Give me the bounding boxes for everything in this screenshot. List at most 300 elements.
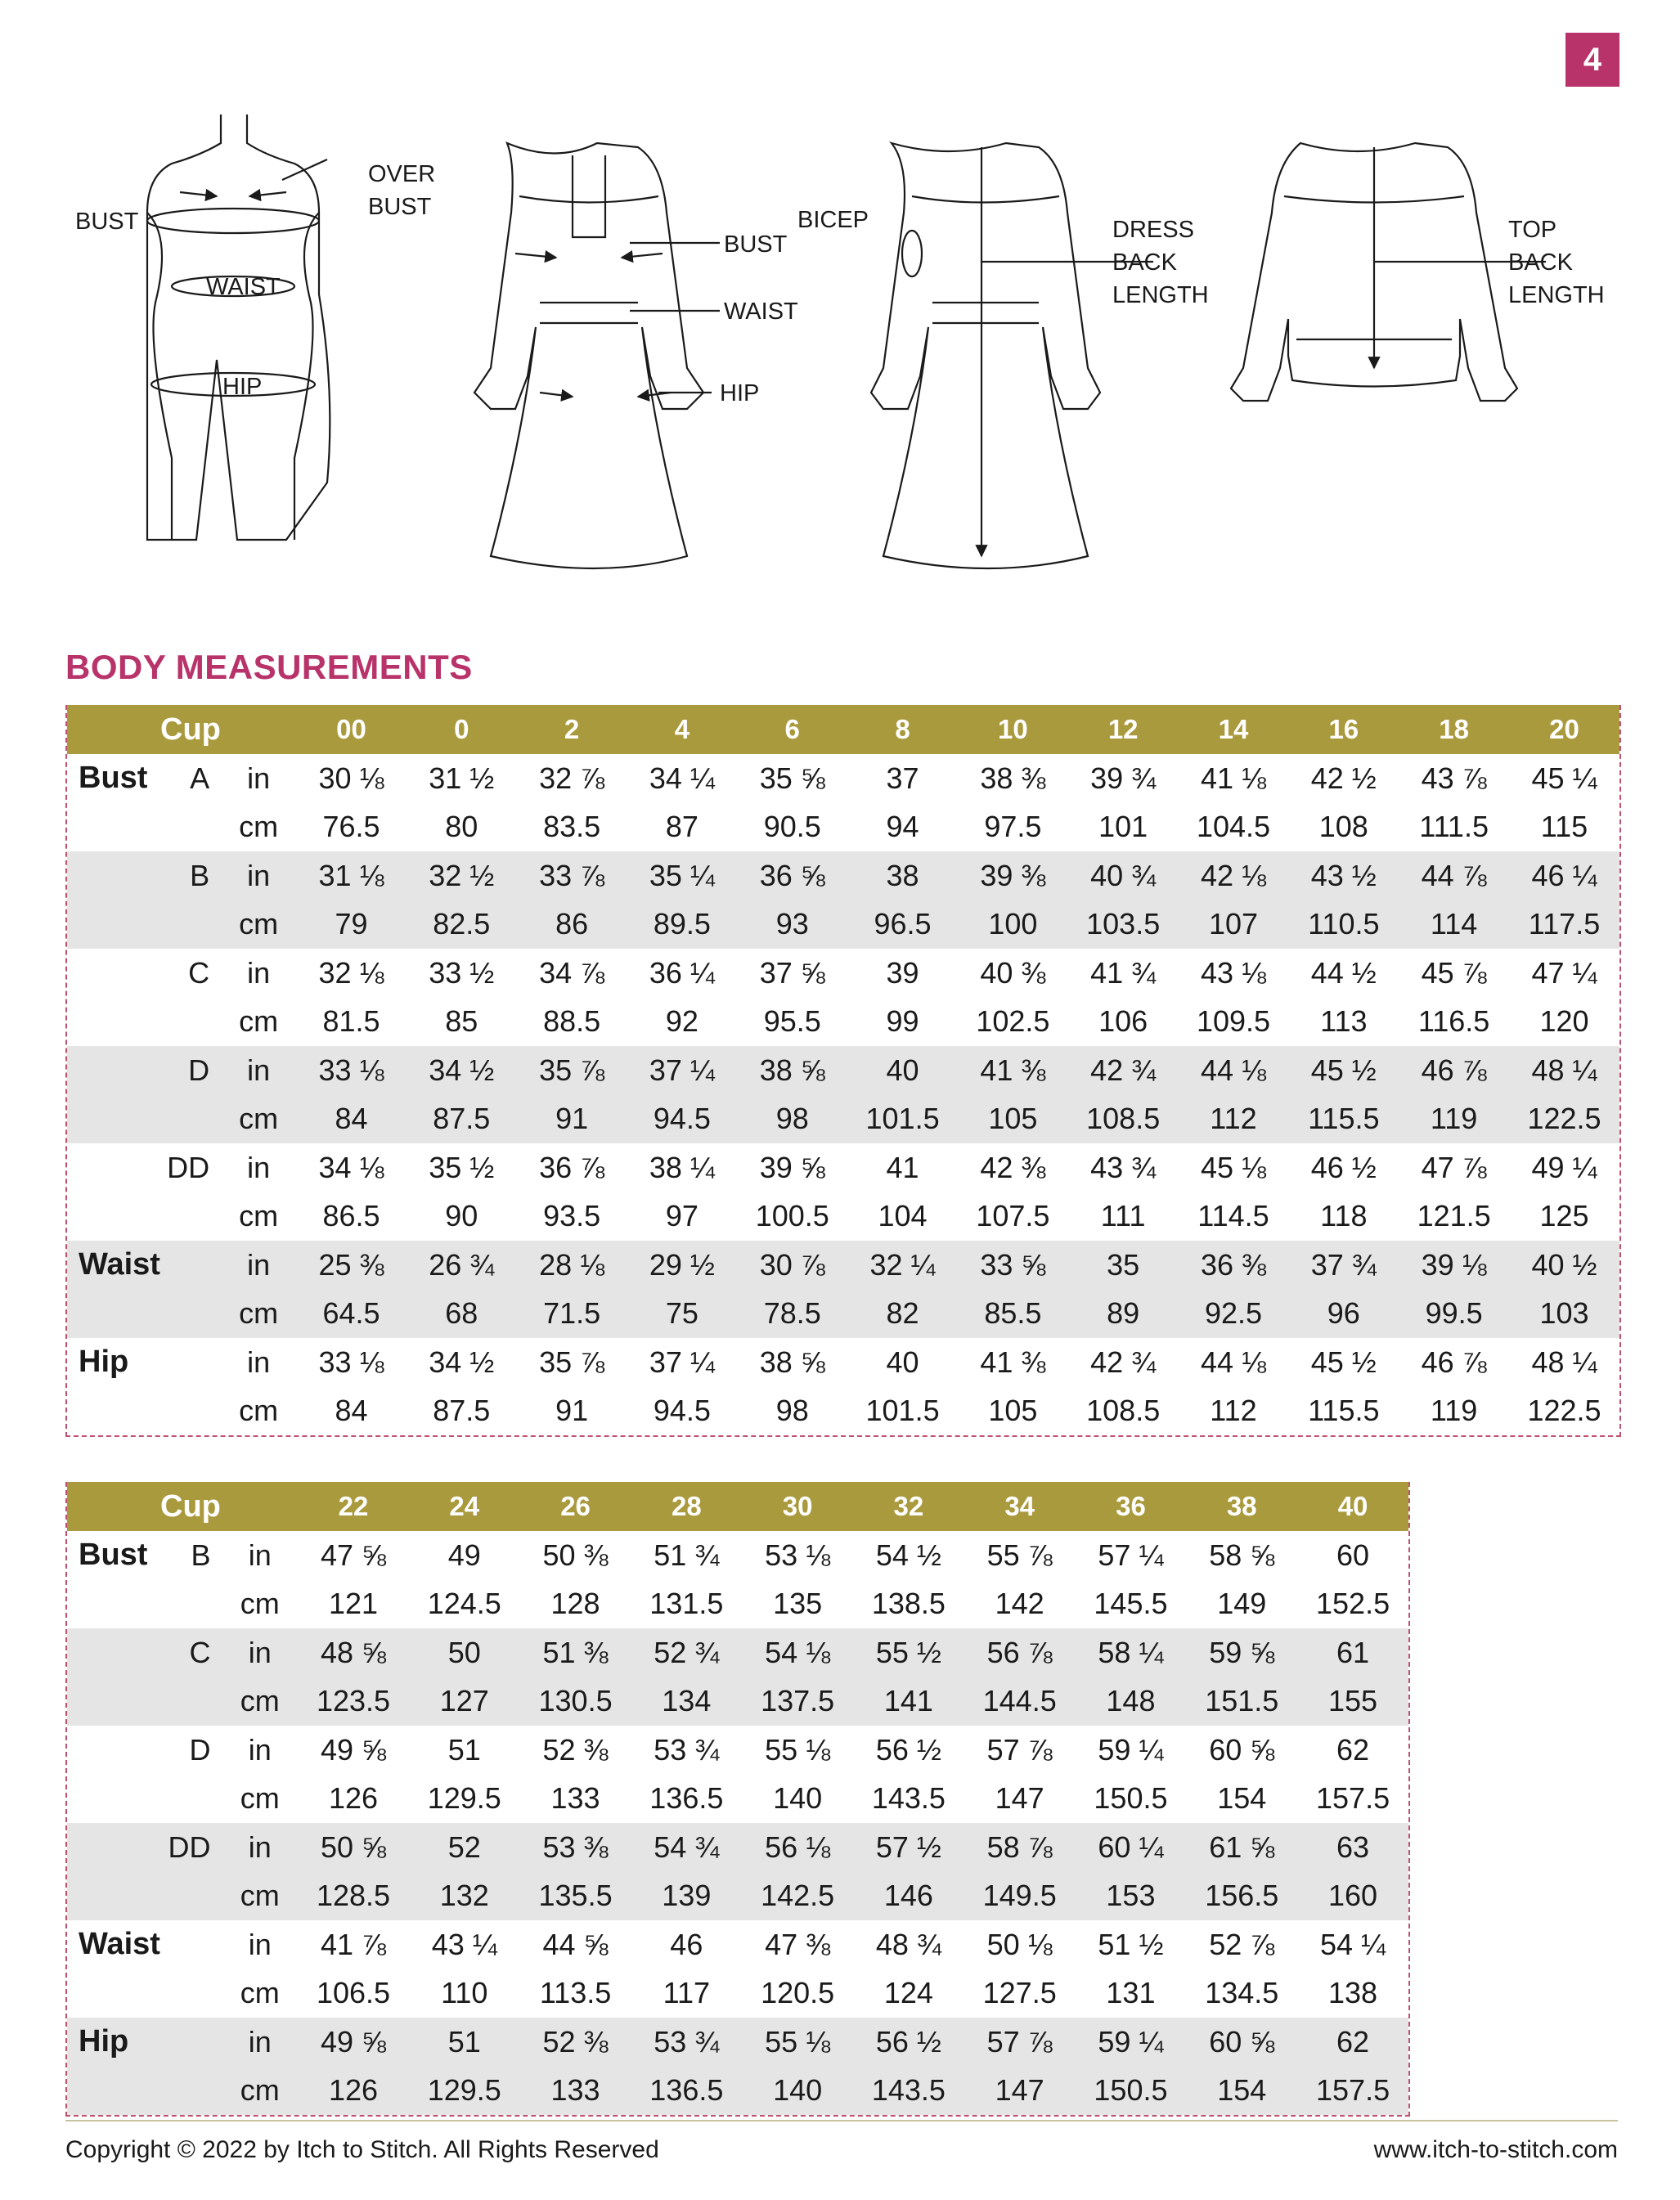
measurement-value: 47 ⅜ (765, 1927, 831, 1961)
cup-size: DD (165, 1823, 222, 1872)
table-row (67, 1290, 1619, 1339)
measurement-value: 46 ⅞ (1421, 1345, 1487, 1379)
measurement-label (67, 1580, 165, 1629)
unit-label: cm (221, 1290, 296, 1339)
table-row (67, 1143, 1619, 1192)
measurement-value: 94.5 (653, 1394, 711, 1428)
measurement-value: 38 ⅜ (980, 761, 1046, 795)
measurement-value: 110 (441, 1976, 488, 2010)
measurement-value: 56 ⅞ (964, 1628, 1076, 1677)
measurement-value: 106.5 (316, 1976, 391, 2010)
measurement-value: 41 ⅞ (320, 1927, 387, 1961)
measurement-value: 71.5 (517, 1290, 627, 1339)
measurement-value: 130.5 (520, 1677, 631, 1726)
measurement-value: 137.5 (742, 1677, 853, 1726)
label-bust-form: BUST (75, 209, 139, 235)
measurement-value: 62 (1297, 2018, 1408, 2067)
measurement-value: 142 (995, 1587, 1044, 1621)
measurement-value: 120 (1539, 1004, 1589, 1039)
measurement-value: 97 (665, 1199, 699, 1233)
cup-size: C (165, 1628, 222, 1677)
measurement-value: 129.5 (427, 1781, 501, 1816)
size-header: 10 (958, 705, 1068, 754)
measurement-label (67, 1095, 164, 1144)
size-header: 22 (298, 1482, 409, 1531)
measurement-value: 156.5 (1186, 1872, 1297, 1921)
measurement-value: 127.5 (982, 1976, 1057, 2010)
measurement-label (67, 998, 164, 1047)
unit-label: cm (221, 1095, 296, 1144)
measurement-value: 143.5 (871, 1781, 946, 1816)
measurement-value: 150.5 (1076, 2067, 1187, 2116)
measurement-value: 117 (663, 1976, 711, 2010)
size-header: 00 (296, 705, 407, 754)
measurement-value: 45 ½ (1288, 1046, 1399, 1095)
label-top: TOP (1508, 217, 1557, 243)
measurement-label: Bust (79, 761, 148, 796)
measurement-value: 113 (1320, 1004, 1368, 1039)
measurement-value: 138.5 (871, 1587, 946, 1621)
unit-label: cm (240, 1976, 280, 2010)
measurement-value: 136.5 (631, 2067, 742, 2116)
measurement-value: 87 (665, 810, 699, 844)
measurement-value: 39 ⅛ (1399, 1241, 1509, 1290)
measurement-value: 60 ¼ (1076, 1823, 1187, 1872)
measurement-value: 38 ¼ (649, 1150, 715, 1184)
measurement-value: 104 (878, 1199, 928, 1233)
measurement-value: 82 (847, 1290, 958, 1339)
measurement-value: 30 ⅛ (318, 761, 384, 795)
measurement-value: 109.5 (1196, 1004, 1271, 1039)
measurement-value: 37 ⅝ (759, 955, 825, 990)
measurement-label: Waist (79, 1927, 160, 1962)
unit-label: in (222, 1628, 298, 1677)
measurement-value: 49 ⅝ (320, 1732, 387, 1767)
measurement-value: 131 (1106, 1976, 1156, 2010)
measurement-value: 60 ⅝ (1209, 1732, 1275, 1767)
measurement-value: 51 ½ (1098, 1927, 1164, 1961)
unit-label: in (222, 2018, 298, 2067)
measurement-value: 50 (409, 1628, 520, 1677)
measurement-value: 120.5 (761, 1976, 835, 2010)
cup-size (164, 803, 221, 852)
size-header: 26 (520, 1482, 631, 1531)
measurement-value: 76.5 (322, 810, 380, 844)
measurement-value: 29 ½ (627, 1241, 738, 1290)
measurement-value: 57 ⅞ (964, 2018, 1076, 2067)
unit-label: cm (221, 900, 296, 950)
measurement-value: 44 ⅝ (542, 1927, 609, 1961)
measurement-value: 154 (1186, 2067, 1297, 2116)
measurement-value: 55 ⅞ (986, 1538, 1053, 1572)
measurement-value: 113.5 (539, 1976, 612, 2010)
unit-label: in (247, 955, 271, 990)
measurement-value: 116.5 (1417, 1004, 1490, 1039)
page-number-badge: 4 (1565, 33, 1619, 87)
cup-size: D (164, 1046, 221, 1095)
measurement-value: 127 (409, 1677, 520, 1726)
measurement-value: 40 (886, 1345, 919, 1379)
cup-size: D (189, 1732, 211, 1767)
cup-size: B (191, 1538, 211, 1572)
measurement-value: 122.5 (1527, 1394, 1601, 1428)
measurement-value: 123.5 (298, 1677, 409, 1726)
measurement-value: 32 ⅛ (318, 955, 384, 990)
unit-label: in (221, 1046, 296, 1095)
label-hip-form: HIP (222, 374, 263, 400)
size-header: 20 (1509, 705, 1619, 754)
table-row (67, 754, 1619, 803)
measurement-value: 112 (1179, 1095, 1289, 1144)
measurement-value: 33 ⅞ (517, 851, 627, 900)
cup-size (165, 1775, 222, 1824)
size-header: 4 (627, 705, 738, 754)
measurement-value: 131.5 (649, 1587, 724, 1621)
measurement-value: 154 (1217, 1781, 1267, 1816)
measurement-value: 112 (1210, 1394, 1257, 1428)
measurement-value: 86.5 (322, 1199, 380, 1233)
label-dress: DRESS (1112, 217, 1194, 243)
measurement-value: 115.5 (1308, 1394, 1380, 1428)
measurement-value: 49 ⅝ (298, 2018, 409, 2067)
cup-size (164, 900, 221, 950)
label-waist-dress: WAIST (724, 299, 798, 325)
measurement-value: 119 (1430, 1394, 1478, 1428)
measurement-value: 31 ½ (429, 761, 495, 795)
label-waist-form: WAIST (206, 274, 281, 300)
size-header: 16 (1288, 705, 1399, 754)
table-row (67, 1823, 1408, 1872)
measurement-label (67, 949, 164, 998)
measurement-value: 57 ¼ (1098, 1538, 1164, 1572)
table-row (67, 803, 1619, 852)
measurement-value: 96 (1288, 1290, 1399, 1339)
measurement-value: 54 ¼ (1320, 1927, 1386, 1961)
measurement-illustrations (65, 98, 1619, 605)
measurement-value: 141 (853, 1677, 964, 1726)
measurement-value: 37 (886, 761, 919, 795)
table-row (67, 1969, 1408, 2018)
size-header: 30 (742, 1482, 853, 1531)
measurement-value: 107 (1179, 900, 1289, 950)
cup-size (165, 1969, 222, 2018)
measurement-label (67, 1046, 164, 1095)
size-header: 2 (517, 705, 627, 754)
measurement-value: 43 ¼ (431, 1927, 497, 1961)
measurement-value: 36 ¼ (649, 955, 715, 990)
measurement-value: 38 (847, 851, 958, 900)
measurement-value: 53 ⅛ (765, 1538, 831, 1572)
measurement-value: 124.5 (427, 1587, 501, 1621)
measurement-value: 140 (742, 2067, 853, 2116)
front-dress-figure (474, 143, 703, 568)
measurement-value: 108.5 (1068, 1095, 1179, 1144)
measurement-value: 150.5 (1094, 1781, 1168, 1816)
cup-size: C (188, 955, 210, 990)
label-bust-dress: BUST (724, 231, 788, 258)
measurement-value: 97.5 (984, 810, 1042, 844)
unit-label: in (247, 1150, 271, 1184)
measurement-value: 44 ⅛ (1200, 1345, 1267, 1379)
table-row (67, 2067, 1408, 2116)
size-header: 28 (631, 1482, 742, 1531)
unit-label: cm (222, 1677, 298, 1726)
measurement-value: 33 ⅛ (318, 1345, 384, 1379)
measurement-value: 56 ½ (853, 2018, 964, 2067)
table-row (67, 1580, 1408, 1629)
unit-label: cm (239, 1004, 279, 1039)
measurement-value: 84 (335, 1394, 368, 1428)
table-row (67, 1775, 1408, 1824)
measurement-value: 46 ¼ (1509, 851, 1619, 900)
measurement-value: 34 ½ (407, 1046, 517, 1095)
measurement-label: Waist (67, 1241, 164, 1290)
size-header: 36 (1076, 1482, 1187, 1531)
measurement-value: 42 ½ (1310, 761, 1377, 795)
measurement-value: 50 ⅜ (542, 1538, 609, 1572)
measurement-label (67, 2067, 165, 2116)
table-2-header-row (67, 1482, 1408, 1531)
cup-size (164, 1192, 221, 1241)
measurement-label (67, 851, 164, 900)
measurement-value: 40 ⅜ (980, 955, 1046, 990)
measurement-value: 101 (1098, 810, 1148, 844)
measurement-value: 58 ⅝ (1209, 1538, 1275, 1572)
measurement-label (67, 1872, 165, 1921)
measurement-value: 57 ⅞ (986, 1732, 1053, 1767)
measurement-value: 105 (958, 1095, 1068, 1144)
measurement-value: 46 ½ (1310, 1150, 1377, 1184)
unit-label: in (247, 761, 271, 795)
measurement-value: 41 (886, 1150, 919, 1184)
measurement-value: 92.5 (1179, 1290, 1289, 1339)
measurement-value: 148 (1076, 1677, 1187, 1726)
measurement-label (67, 1628, 165, 1677)
measurement-value: 34 ⅞ (539, 955, 605, 990)
label-top-length: LENGTH (1508, 282, 1605, 308)
measurement-value: 35 ⅞ (517, 1046, 627, 1095)
size-header: 14 (1179, 705, 1289, 754)
measurement-value: 51 (447, 1732, 481, 1767)
measurement-value: 143.5 (853, 2067, 964, 2116)
measurement-value: 122.5 (1509, 1095, 1619, 1144)
measurement-value: 104.5 (1196, 810, 1271, 844)
unit-label: in (248, 1732, 272, 1767)
measurement-label (67, 1290, 164, 1339)
measurement-label (67, 1775, 165, 1824)
measurement-label (67, 1143, 164, 1192)
measurement-value: 32 ¼ (847, 1241, 958, 1290)
measurement-value: 32 ⅞ (539, 761, 605, 795)
copyright-text: Copyright © 2022 by Itch to Stitch. All Rights Reserved (65, 2136, 659, 2163)
measurement-value: 42 ¾ (1068, 1046, 1179, 1095)
measurement-value: 35 (1068, 1241, 1179, 1290)
measurement-value: 133 (520, 2067, 631, 2116)
measurement-value: 34 ¼ (649, 761, 715, 795)
measurement-value: 107.5 (976, 1199, 1050, 1233)
cup-size (165, 1580, 222, 1629)
measurement-value: 35 ⅞ (539, 1345, 605, 1379)
measurement-value: 110.5 (1288, 900, 1399, 950)
unit-label: in (221, 1241, 296, 1290)
measurement-value: 44 ⅛ (1179, 1046, 1289, 1095)
measurement-value: 142.5 (742, 1872, 853, 1921)
measurement-value: 37 ¼ (649, 1345, 715, 1379)
measurement-value: 85 (445, 1004, 478, 1039)
measurement-value: 54 ¾ (631, 1823, 742, 1872)
label-hip-dress: HIP (720, 380, 760, 406)
measurement-label (67, 1726, 165, 1775)
measurement-value: 85.5 (958, 1290, 1068, 1339)
measurement-value: 48 ¾ (875, 1927, 941, 1961)
measurement-value: 41 ⅛ (1200, 761, 1267, 795)
measurement-label: Hip (67, 2018, 165, 2067)
measurement-value: 33 ⅛ (296, 1046, 407, 1095)
unit-label: cm (239, 1394, 279, 1428)
unit-label: cm (240, 1781, 280, 1816)
measurement-value: 39 ⅝ (759, 1150, 825, 1184)
measurement-value: 135.5 (520, 1872, 631, 1921)
unit-label: cm (222, 1872, 298, 1921)
measurement-value: 45 ⅛ (1200, 1150, 1267, 1184)
unit-label: cm (240, 1587, 280, 1621)
measurement-value: 49 (447, 1538, 481, 1572)
cup-size (165, 1677, 222, 1726)
measurement-value: 55 ⅛ (765, 1732, 831, 1767)
table-row (67, 900, 1619, 950)
measurement-value: 108.5 (1086, 1394, 1161, 1428)
measurement-value: 47 ⅝ (320, 1538, 387, 1572)
unit-label: cm (239, 1199, 279, 1233)
table-row (67, 998, 1619, 1047)
table-row (67, 1531, 1408, 1580)
measurement-label (67, 1969, 165, 2018)
cup-size: B (164, 851, 221, 900)
measurement-value: 160 (1297, 1872, 1408, 1921)
measurement-value: 88.5 (543, 1004, 601, 1039)
measurement-label (67, 1387, 164, 1436)
measurement-value: 48 ¼ (1531, 1345, 1597, 1379)
measurement-value: 126 (328, 1781, 379, 1816)
measurement-value: 153 (1076, 1872, 1187, 1921)
cup-size: A (190, 761, 210, 795)
measurement-value: 94.5 (627, 1095, 738, 1144)
measurement-value: 128 (550, 1587, 600, 1621)
measurement-value: 102.5 (976, 1004, 1050, 1039)
measurement-value: 52 ⅜ (520, 2018, 631, 2067)
table-row (67, 851, 1619, 900)
measurement-value: 100 (958, 900, 1068, 950)
website-link[interactable]: www.itch-to-stitch.com (1373, 2136, 1618, 2163)
measurement-value: 96.5 (847, 900, 958, 950)
measurement-value: 56 ½ (875, 1732, 941, 1767)
measurement-value: 46 (670, 1927, 703, 1961)
measurement-value: 91 (555, 1394, 589, 1428)
cup-size (164, 1387, 221, 1436)
cup-size (165, 2067, 222, 2116)
measurement-value: 41 ⅜ (958, 1046, 1068, 1095)
measurement-value: 45 ½ (1310, 1345, 1377, 1379)
measurement-value: 48 ¼ (1509, 1046, 1619, 1095)
table-row (67, 1628, 1408, 1677)
measurement-value: 44 ⅞ (1399, 851, 1509, 900)
cup-size (165, 2018, 222, 2067)
measurement-value: 51 ¾ (654, 1538, 720, 1572)
measurement-value: 105 (988, 1394, 1038, 1428)
measurement-value: 146 (853, 1872, 964, 1921)
measurement-value: 53 ¾ (631, 2018, 742, 2067)
measurement-value: 62 (1336, 1732, 1370, 1767)
measurement-value: 124 (883, 1976, 933, 2010)
unit-label: cm (239, 810, 279, 844)
table-row (67, 949, 1619, 998)
measurement-value: 101.5 (847, 1095, 958, 1144)
table-row (67, 1046, 1619, 1095)
measurement-value: 44 ½ (1310, 955, 1377, 990)
measurement-value: 134.5 (1205, 1976, 1279, 2010)
measurement-value: 30 ⅞ (737, 1241, 847, 1290)
measurement-value: 133 (550, 1781, 600, 1816)
measurement-value: 79 (296, 900, 407, 950)
measurement-value: 52 ¾ (631, 1628, 742, 1677)
measurement-value: 50 ⅛ (986, 1927, 1053, 1961)
measurement-value: 87.5 (407, 1095, 517, 1144)
measurement-value: 115.5 (1288, 1095, 1399, 1144)
measurement-value: 111.5 (1419, 810, 1489, 844)
measurement-value: 149.5 (964, 1872, 1076, 1921)
measurement-value: 56 ⅛ (742, 1823, 853, 1872)
measurement-value: 59 ¼ (1098, 1732, 1164, 1767)
measurement-value: 108 (1318, 810, 1368, 844)
measurement-value: 41 ⅜ (980, 1345, 1046, 1379)
measurement-label (67, 1677, 165, 1726)
size-header: 18 (1399, 705, 1509, 754)
size-header: 32 (853, 1482, 964, 1531)
table-row (67, 1726, 1408, 1775)
label-dress-back: BACK (1112, 249, 1177, 276)
measurement-value: 92 (665, 1004, 699, 1039)
measurement-value: 59 ¼ (1076, 2018, 1187, 2067)
measurement-value: 36 ⅝ (737, 851, 847, 900)
measurement-value: 59 ⅝ (1186, 1628, 1297, 1677)
size-header: 8 (847, 705, 958, 754)
unit-label: in (222, 1823, 298, 1872)
measurement-value: 147 (964, 2067, 1076, 2116)
measurement-value: 28 ⅛ (517, 1241, 627, 1290)
measurement-value: 39 ⅜ (958, 851, 1068, 900)
measurement-value: 64.5 (296, 1290, 407, 1339)
measurement-value: 34 ½ (429, 1345, 495, 1379)
unit-label: in (248, 1538, 272, 1572)
measurement-value: 100.5 (755, 1199, 829, 1233)
measurement-value: 68 (407, 1290, 517, 1339)
measurement-label (67, 900, 164, 950)
measurement-label (67, 1192, 164, 1241)
measurement-value: 155 (1297, 1677, 1408, 1726)
measurement-value: 25 ⅜ (296, 1241, 407, 1290)
measurement-value: 90.5 (763, 810, 821, 844)
measurement-value: 157.5 (1297, 2067, 1408, 2116)
measurement-value: 61 ⅝ (1186, 1823, 1297, 1872)
label-top-back: BACK (1508, 249, 1573, 276)
footer-divider (65, 2120, 1618, 2121)
table-row (67, 1677, 1408, 1726)
measurement-value: 42 ¾ (1090, 1345, 1157, 1379)
body-measurements-table-2 (65, 1482, 1410, 2117)
back-dress-figure (871, 143, 1153, 568)
measurement-value: 53 ⅜ (520, 1823, 631, 1872)
measurement-value: 46 ⅞ (1399, 1046, 1509, 1095)
